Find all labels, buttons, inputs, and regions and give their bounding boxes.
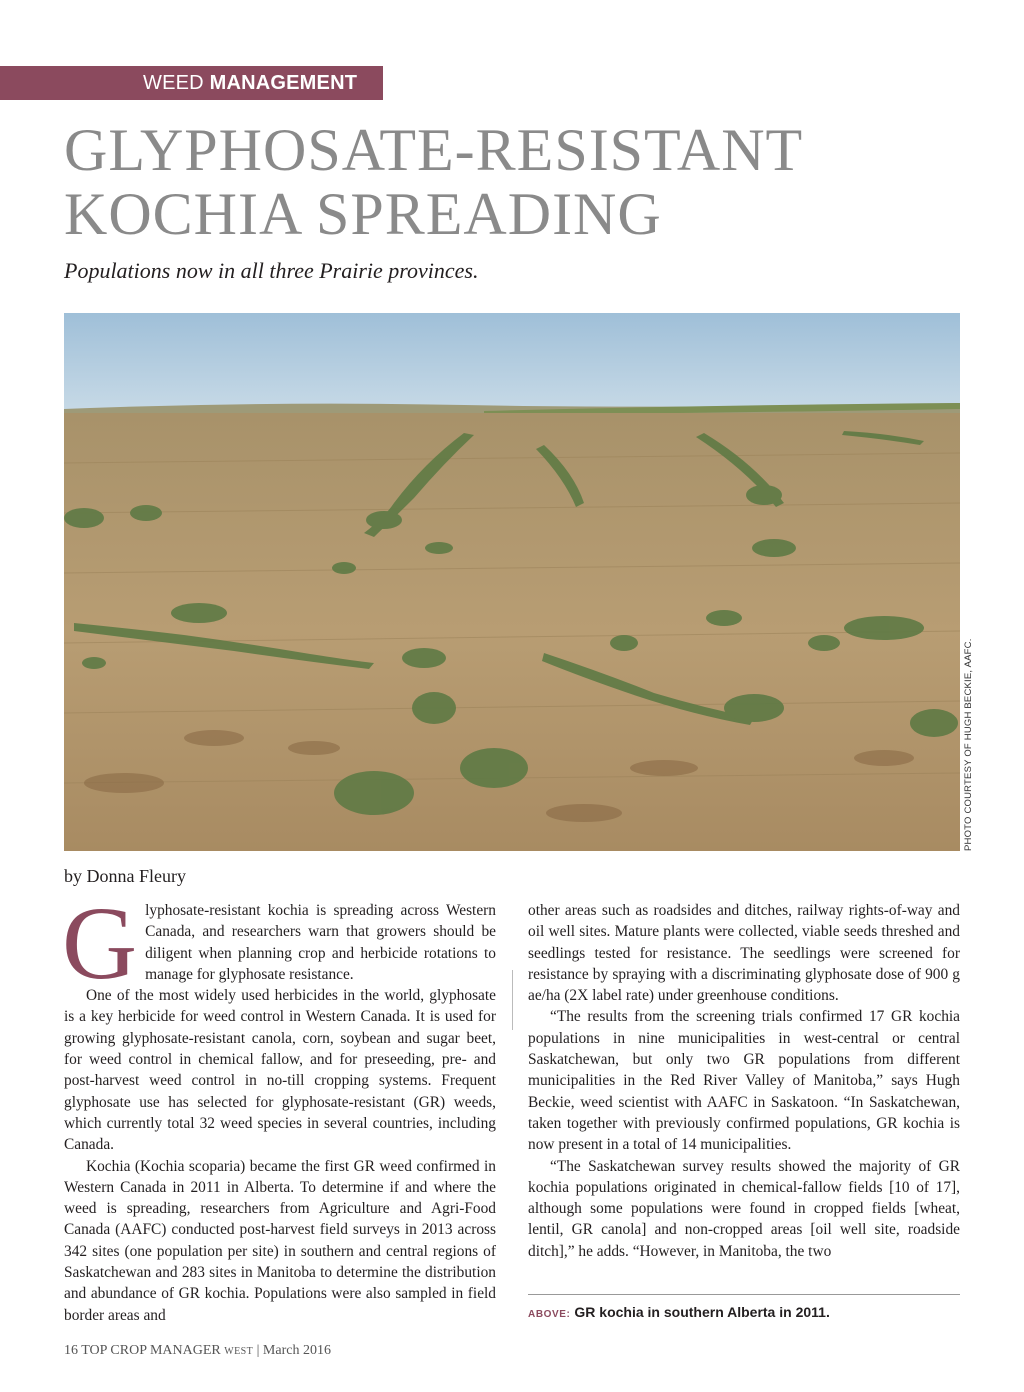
kochia-field-photo [64, 313, 960, 851]
caption-lead: ABOVE: [528, 1309, 571, 1320]
article-paragraph: One of the most widely used herbicides in the world, glyphosate is a key herbicide for weed control in Western Canada. It is used for growing glyphosate-resistant canola, corn, soybean and sugar beet, for weed control in chemical fallow, and for preseeding, pre- and post-harvest weed control in no-till cropping systems. Frequent glyphosate use has selected for glyphosate-resistant (GR) weeds, which currently total 32 weed species in several countries, including Canada. [64, 987, 496, 1154]
article-paragraph: Kochia (Kochia scoparia) became the first GR weed confirmed in Western Canada in 2011 in Alberta. To determine if and where the weed is spreading, researchers from Agriculture and Agri-Food Canada (AAFC) conducted post-harvest field surveys in 2013 across 342 sites (one population per site) in southern and central regions of Saskatchewan and 283 sites in Manitoba to determine the distribution and abundance of GR kochia. Populations were also sampled in field border areas and [64, 1157, 496, 1324]
issue-date: March 2016 [262, 1343, 331, 1358]
photo-credit: PHOTO COURTESY OF HUGH BECKIE, AAFC. [963, 638, 974, 851]
deck: Populations now in all three Prairie provinces. [64, 258, 479, 283]
dropcap: G [62, 886, 138, 1001]
page-footer [64, 1342, 331, 1361]
article-paragraph [62, 886, 496, 1001]
caption-rule [528, 1294, 960, 1295]
caption-text: GR kochia in southern Alberta in 2011. [574, 1304, 830, 1320]
article-column-left [62, 886, 496, 1326]
column-divider [512, 970, 513, 1030]
headline-line-1: GLYPHOSATE-RESISTANT [64, 117, 804, 183]
section-label-bold: MANAGEMENT [209, 72, 358, 94]
field-illustration [64, 313, 960, 851]
article-paragraph-text: lyphosate-resistant kochia is spreading across Western Canada, and researchers warn that growers should be diligent when planning crop and herbicide rotations to manage for glyphosate resistance. [145, 902, 496, 983]
headline-line-2: KOCHIA SPREADING [64, 181, 662, 247]
photo-caption [528, 1302, 960, 1325]
byline: by Donna Fleury [64, 866, 186, 886]
section-banner [0, 66, 383, 100]
article-paragraph: other areas such as roadsides and ditches, railway rights-of-way and oil well sites. Mature plants were collected, viable seeds threshed and seedlings tested for resistance. The seedlings were screened for resistance by spraying with a discriminating glyphosate dose of 900 g ae/ha (2X label rate) under greenhouse conditions. [528, 902, 960, 1005]
sky [64, 313, 960, 409]
footer-separator: | [256, 1343, 260, 1358]
page-number: 16 [64, 1343, 78, 1358]
magazine-edition: WEST [224, 1346, 254, 1357]
article-paragraph: “The Saskatchewan survey results showed the majority of GR kochia populations originated in chemical-fallow fields [10 of 17], although some populations were found in cropped fields [wheat, lentil, GR canola] and non-cropped areas [oil well site, roadside ditch],” he adds. “However, in Manitoba, the two [528, 1157, 960, 1260]
section-label-regular: WEED [143, 72, 204, 94]
article-paragraph: “The results from the screening trials confirmed 17 GR kochia populations in nine municipalities in west-central or central Saskatchewan, but only two GR populations from different municipalities in the Red River Valley of Manitoba,” says Hugh Beckie, weed scientist with AAFC in Saskatoon. “In Saskatchewan, taken together with previously confirmed populations, GR kochia is now present in a total of 14 municipalities. [528, 1008, 960, 1154]
magazine-name: TOP CROP MANAGER [81, 1343, 221, 1358]
article-column-right [528, 900, 960, 1262]
field [64, 413, 960, 851]
headline [64, 118, 964, 246]
